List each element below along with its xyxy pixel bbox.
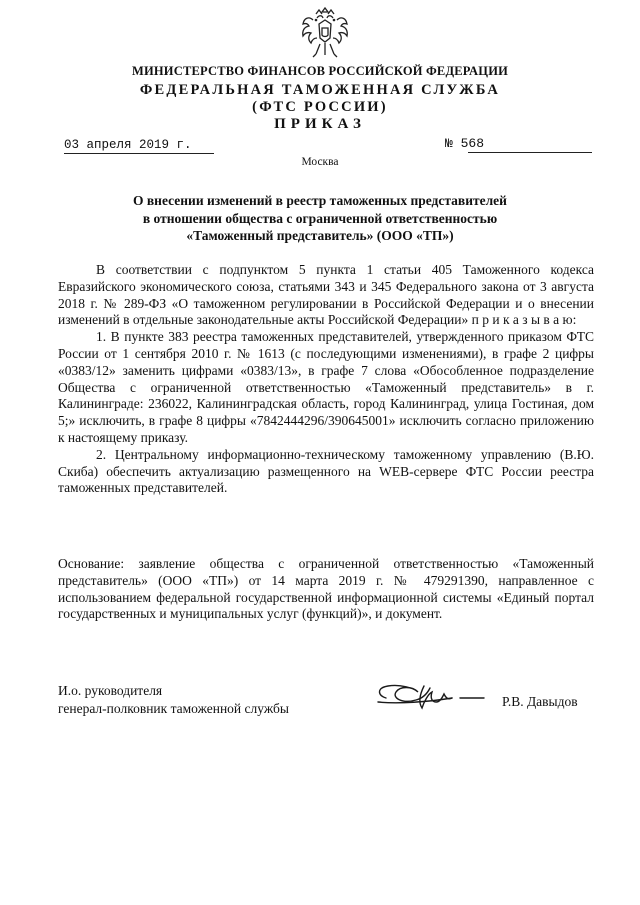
service-name-line2: (ФТС РОССИИ)	[252, 99, 388, 115]
heading-line1: О внесении изменений в реестр таможенных представителей	[133, 193, 507, 208]
order-number: № 568	[445, 136, 485, 151]
date-underline	[64, 153, 214, 154]
preamble-paragraph: В соответствии с подпунктом 5 пункта 1 статьи 405 Таможенного кодекса Евразийского экономического союза, статьями 343 и 345 Федерального закона от 3 августа 2018 г. № 289-ФЗ «О таможенном регулировании в Российской Федерации и о внесении изменений в отдельные законодательные акты Российской Федерации» п р и к а з ы в а ю:	[58, 262, 594, 328]
position-line1: И.о. руководителя	[58, 683, 163, 698]
item-1-paragraph: 1. В пункте 383 реестра таможенных представителей, утвержденного приказом ФТС России от 1 сентября 2010 г. № 1613 (с последующими изменениями), в графе 2 цифры «0383/12» заменить цифрами «0383/13», в графе 7 слова «Обособленное подразделение Общества с ограниченной ответственностью «Таможенный представитель» в г. Калининграде: 236022, Калининградская область, город Калининград, улица Гостиная, дом 5;» исключить, в графе 8 цифры «7842444296/390645001» исключить согласно приложению к настоящему приказу.	[58, 329, 594, 445]
heading-line2: в отношении общества с ограниченной ответственностью	[142, 210, 498, 226]
handwritten-signature-icon	[372, 676, 492, 716]
signatory-position	[58, 682, 289, 717]
document-type: ПРИКАЗ	[274, 116, 366, 132]
ministry-name: МИНИСТЕРСТВО ФИНАНСОВ РОССИЙСКОЙ ФЕДЕРАЦИИ	[131, 64, 509, 78]
service-name	[0, 82, 640, 116]
position-line2: генерал-полковник таможенной службы	[58, 700, 289, 716]
signatory-name: Р.В. Давыдов	[502, 694, 578, 709]
heading-line3: «Таможенный представитель» (ООО «ТП»)	[186, 228, 454, 243]
basis-section	[58, 556, 594, 623]
item-2-paragraph: 2. Центральному информационно-техническому таможенному управлению (В.Ю. Скиба) обеспечить актуализацию размещенного на WEB-сервере ФТС России реестра таможенных представителей.	[58, 446, 594, 496]
document-heading	[60, 192, 580, 245]
service-name-line1: ФЕДЕРАЛЬНАЯ ТАМОЖЕННАЯ СЛУЖБА	[139, 82, 501, 98]
city: Москва	[301, 156, 339, 168]
double-headed-eagle-emblem-icon	[300, 6, 350, 62]
basis-paragraph: Основание: заявление общества с ограниченной ответственностью «Таможенный представитель» (ООО «ТП») от 14 марта 2019 г. № 479291390, направленное с использованием федеральной государственной информационной системы «Единый портал государственных и муниципальных услуг (функций)», и документ.	[58, 556, 594, 622]
number-underline	[468, 152, 592, 153]
document-body	[58, 262, 594, 497]
order-date: 03 апреля 2019 г.	[64, 138, 192, 152]
